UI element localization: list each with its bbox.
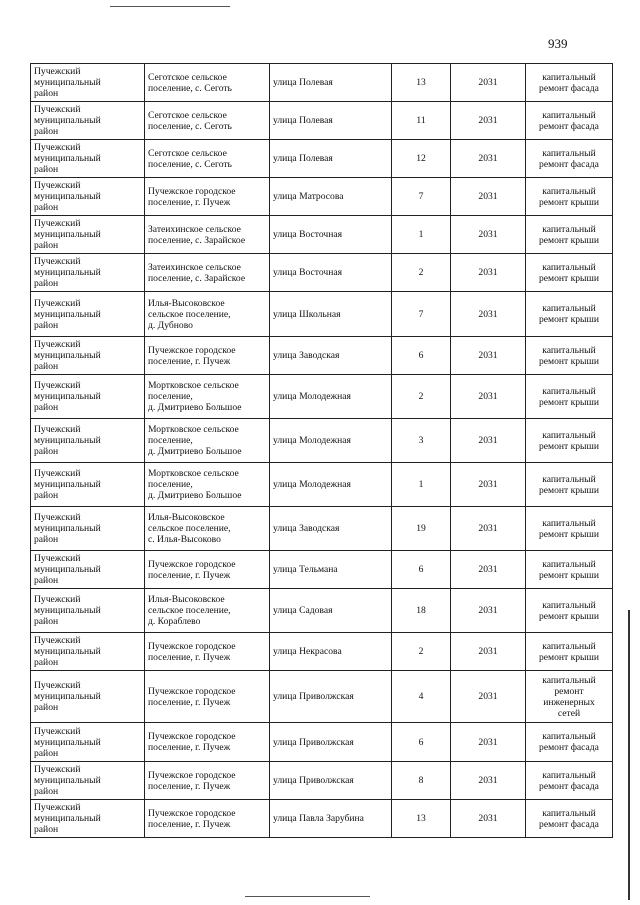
- settlement-cell: Пучежское городское поселение, г. Пучеж: [145, 633, 270, 671]
- district-cell: Пучежский муниципальный район: [31, 551, 145, 589]
- table-row: [31, 337, 613, 375]
- work-type-cell: капитальный ремонт крыши: [526, 375, 613, 419]
- house-cell: 3: [392, 419, 451, 463]
- scan-edge-line: [628, 610, 630, 900]
- table-row: [31, 64, 613, 102]
- settlement-cell: Илья-Высоковское сельское поселение, с. Илья-Высоково: [145, 507, 270, 551]
- street-cell: улица Молодежная: [270, 463, 392, 507]
- settlement-cell: Сеготское сельское поселение, с. Сеготь: [145, 102, 270, 140]
- year-cell: 2031: [451, 507, 526, 551]
- year-cell: 2031: [451, 216, 526, 254]
- street-cell: улица Приволжская: [270, 762, 392, 800]
- house-cell: 6: [392, 337, 451, 375]
- house-cell: 1: [392, 216, 451, 254]
- street-cell: улица Молодежная: [270, 375, 392, 419]
- district-cell: Пучежский муниципальный район: [31, 254, 145, 292]
- year-cell: 2031: [451, 633, 526, 671]
- year-cell: 2031: [451, 178, 526, 216]
- house-cell: 12: [392, 140, 451, 178]
- district-cell: Пучежский муниципальный район: [31, 589, 145, 633]
- settlement-cell: Пучежское городское поселение, г. Пучеж: [145, 671, 270, 723]
- page-number: 939: [548, 36, 568, 51]
- district-cell: Пучежский муниципальный район: [31, 633, 145, 671]
- work-type-cell: капитальный ремонт фасада: [526, 762, 613, 800]
- work-type-cell: капитальный ремонт крыши: [526, 589, 613, 633]
- work-type-cell: капитальный ремонт фасада: [526, 800, 613, 838]
- table-row: [31, 216, 613, 254]
- street-cell: улица Матросова: [270, 178, 392, 216]
- work-type-cell: капитальный ремонт инженерных сетей: [526, 671, 613, 723]
- work-type-cell: капитальный ремонт крыши: [526, 178, 613, 216]
- house-cell: 2: [392, 254, 451, 292]
- house-cell: 2: [392, 633, 451, 671]
- house-cell: 1: [392, 463, 451, 507]
- street-cell: улица Заводская: [270, 507, 392, 551]
- street-cell: улица Молодежная: [270, 419, 392, 463]
- year-cell: 2031: [451, 64, 526, 102]
- work-type-cell: капитальный ремонт крыши: [526, 216, 613, 254]
- year-cell: 2031: [451, 800, 526, 838]
- district-cell: Пучежский муниципальный район: [31, 292, 145, 337]
- settlement-cell: Пучежское городское поселение, г. Пучеж: [145, 337, 270, 375]
- district-cell: Пучежский муниципальный район: [31, 419, 145, 463]
- top-rule: [110, 6, 230, 7]
- settlement-cell: Затеихинское сельское поселение, с. Зарайское: [145, 216, 270, 254]
- repair-schedule-table: [30, 63, 613, 838]
- table-row: [31, 178, 613, 216]
- table-row: [31, 375, 613, 419]
- year-cell: 2031: [451, 762, 526, 800]
- work-type-cell: капитальный ремонт фасада: [526, 102, 613, 140]
- work-type-cell: капитальный ремонт фасада: [526, 140, 613, 178]
- district-cell: Пучежский муниципальный район: [31, 375, 145, 419]
- settlement-cell: Пучежское городское поселение, г. Пучеж: [145, 800, 270, 838]
- table-body: [31, 64, 613, 838]
- year-cell: 2031: [451, 551, 526, 589]
- work-type-cell: капитальный ремонт крыши: [526, 254, 613, 292]
- street-cell: улица Некрасова: [270, 633, 392, 671]
- district-cell: Пучежский муниципальный район: [31, 178, 145, 216]
- year-cell: 2031: [451, 723, 526, 762]
- year-cell: 2031: [451, 337, 526, 375]
- house-cell: 19: [392, 507, 451, 551]
- work-type-cell: капитальный ремонт крыши: [526, 551, 613, 589]
- year-cell: 2031: [451, 292, 526, 337]
- table-row: [31, 671, 613, 723]
- house-cell: 13: [392, 64, 451, 102]
- table-row: [31, 140, 613, 178]
- year-cell: 2031: [451, 254, 526, 292]
- table-row: [31, 551, 613, 589]
- year-cell: 2031: [451, 419, 526, 463]
- work-type-cell: капитальный ремонт крыши: [526, 633, 613, 671]
- work-type-cell: капитальный ремонт крыши: [526, 337, 613, 375]
- street-cell: улица Приволжская: [270, 723, 392, 762]
- street-cell: улица Тельмана: [270, 551, 392, 589]
- district-cell: Пучежский муниципальный район: [31, 337, 145, 375]
- table-row: [31, 762, 613, 800]
- district-cell: Пучежский муниципальный район: [31, 140, 145, 178]
- year-cell: 2031: [451, 102, 526, 140]
- settlement-cell: Сеготское сельское поселение, с. Сеготь: [145, 140, 270, 178]
- street-cell: улица Восточная: [270, 216, 392, 254]
- settlement-cell: Пучежское городское поселение, г. Пучеж: [145, 723, 270, 762]
- house-cell: 4: [392, 671, 451, 723]
- street-cell: улица Заводская: [270, 337, 392, 375]
- street-cell: улица Павла Зарубина: [270, 800, 392, 838]
- settlement-cell: Пучежское городское поселение, г. Пучеж: [145, 551, 270, 589]
- house-cell: 13: [392, 800, 451, 838]
- table-row: [31, 419, 613, 463]
- settlement-cell: Затеихинское сельское поселение, с. Зарайское: [145, 254, 270, 292]
- work-type-cell: капитальный ремонт фасада: [526, 64, 613, 102]
- house-cell: 11: [392, 102, 451, 140]
- district-cell: Пучежский муниципальный район: [31, 723, 145, 762]
- settlement-cell: Мортковское сельское поселение, д. Дмитриево Большое: [145, 375, 270, 419]
- settlement-cell: Илья-Высоковское сельское поселение, д. Кораблево: [145, 589, 270, 633]
- bottom-rule: [245, 896, 370, 897]
- district-cell: Пучежский муниципальный район: [31, 102, 145, 140]
- work-type-cell: капитальный ремонт крыши: [526, 507, 613, 551]
- table-row: [31, 292, 613, 337]
- street-cell: улица Полевая: [270, 140, 392, 178]
- district-cell: Пучежский муниципальный район: [31, 762, 145, 800]
- street-cell: улица Школьная: [270, 292, 392, 337]
- settlement-cell: Илья-Высоковское сельское поселение, д. Дубново: [145, 292, 270, 337]
- house-cell: 6: [392, 723, 451, 762]
- district-cell: Пучежский муниципальный район: [31, 671, 145, 723]
- year-cell: 2031: [451, 589, 526, 633]
- house-cell: 7: [392, 178, 451, 216]
- street-cell: улица Приволжская: [270, 671, 392, 723]
- table-row: [31, 102, 613, 140]
- district-cell: Пучежский муниципальный район: [31, 64, 145, 102]
- street-cell: улица Восточная: [270, 254, 392, 292]
- settlement-cell: Мортковское сельское поселение, д. Дмитриево Большое: [145, 419, 270, 463]
- work-type-cell: капитальный ремонт фасада: [526, 723, 613, 762]
- settlement-cell: Сеготское сельское поселение, с. Сеготь: [145, 64, 270, 102]
- table-row: [31, 463, 613, 507]
- work-type-cell: капитальный ремонт крыши: [526, 419, 613, 463]
- year-cell: 2031: [451, 375, 526, 419]
- house-cell: 18: [392, 589, 451, 633]
- table-row: [31, 800, 613, 838]
- district-cell: Пучежский муниципальный район: [31, 507, 145, 551]
- table-row: [31, 254, 613, 292]
- work-type-cell: капитальный ремонт крыши: [526, 292, 613, 337]
- settlement-cell: Пучежское городское поселение, г. Пучеж: [145, 762, 270, 800]
- street-cell: улица Садовая: [270, 589, 392, 633]
- table-row: [31, 633, 613, 671]
- house-cell: 2: [392, 375, 451, 419]
- settlement-cell: Пучежское городское поселение, г. Пучеж: [145, 178, 270, 216]
- year-cell: 2031: [451, 140, 526, 178]
- table-row: [31, 589, 613, 633]
- district-cell: Пучежский муниципальный район: [31, 800, 145, 838]
- table-row: [31, 507, 613, 551]
- table-row: [31, 723, 613, 762]
- work-type-cell: капитальный ремонт крыши: [526, 463, 613, 507]
- house-cell: 7: [392, 292, 451, 337]
- street-cell: улица Полевая: [270, 102, 392, 140]
- settlement-cell: Мортковское сельское поселение, д. Дмитриево Большое: [145, 463, 270, 507]
- district-cell: Пучежский муниципальный район: [31, 216, 145, 254]
- street-cell: улица Полевая: [270, 64, 392, 102]
- district-cell: Пучежский муниципальный район: [31, 463, 145, 507]
- year-cell: 2031: [451, 463, 526, 507]
- house-cell: 8: [392, 762, 451, 800]
- year-cell: 2031: [451, 671, 526, 723]
- house-cell: 6: [392, 551, 451, 589]
